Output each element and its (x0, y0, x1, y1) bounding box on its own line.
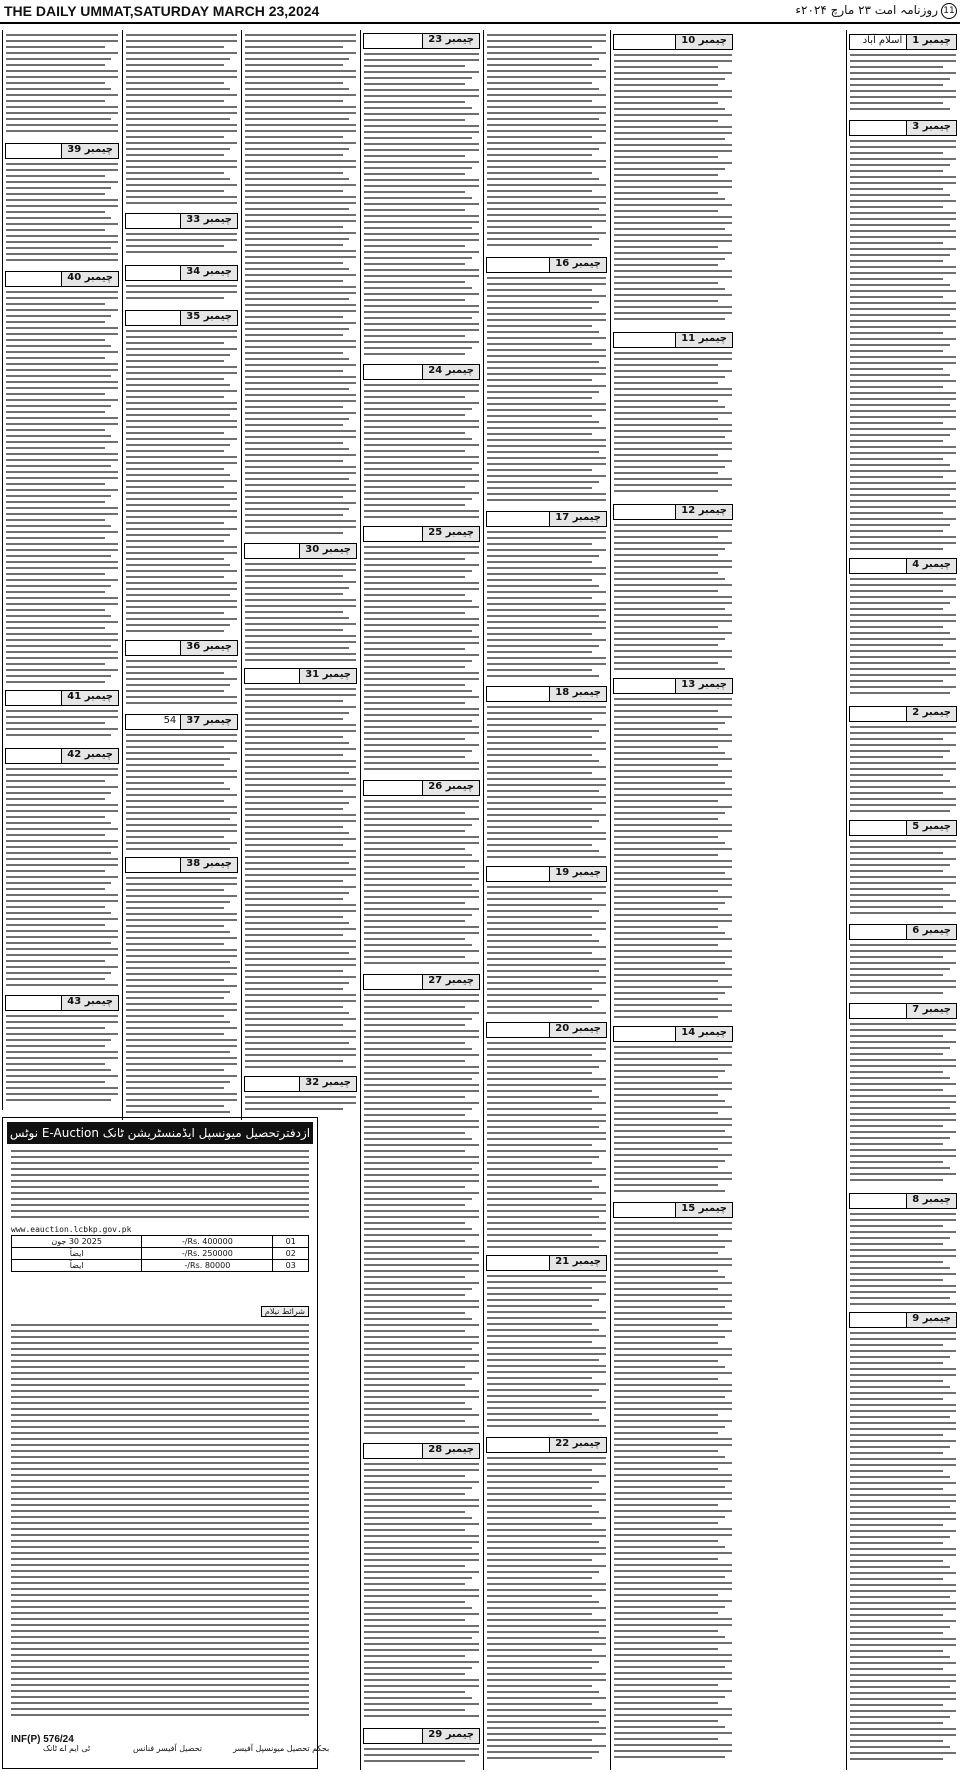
case-text-lines (487, 1457, 606, 1763)
chamber-location (172, 858, 180, 872)
chamber-heading (849, 558, 957, 574)
ad-terms-text (11, 1324, 309, 1720)
chamber-number: چیمبر 29 (422, 1729, 479, 1743)
ad-signature-2: تحصیل آفیسر فنانس (133, 1744, 202, 1753)
chamber-location (172, 214, 180, 228)
chamber-location (53, 996, 61, 1010)
chamber-location (541, 1023, 549, 1037)
chamber-location (541, 687, 549, 701)
chamber-location (414, 34, 422, 48)
case-text-lines (487, 1275, 606, 1431)
chamber-number: چیمبر 35 (180, 311, 237, 325)
case-text-lines (364, 1463, 479, 1721)
ad-table-cell-no: 03 (273, 1260, 309, 1272)
case-text-lines (364, 384, 479, 522)
chamber-number: چیمبر 5 (906, 821, 956, 835)
chamber-location (414, 365, 422, 379)
ad-title: ازدفترتحصیل میونسپل ایڈمنسٹریشن ٹانک E-Auction نوٹس (7, 1122, 313, 1144)
chamber-number: چیمبر 14 (675, 1027, 732, 1041)
case-text-lines (487, 886, 606, 1018)
chamber-location (667, 505, 675, 519)
chamber-location (898, 925, 906, 939)
chamber-heading (486, 511, 607, 527)
chamber-number: چیمبر 23 (422, 34, 479, 48)
case-text-lines (126, 734, 237, 854)
chamber-number: چیمبر 8 (906, 1194, 956, 1208)
case-text-lines (6, 34, 118, 136)
chamber-heading (363, 33, 480, 49)
ad-reference-number: INF(P) 576/24 (11, 1734, 74, 1745)
chamber-heading (849, 1003, 957, 1019)
case-text-lines (126, 34, 237, 208)
chamber-heading (613, 678, 733, 694)
case-text-lines (614, 54, 732, 324)
chamber-number: چیمبر 1 (906, 35, 956, 49)
case-text-lines (364, 994, 479, 1438)
listing-column-6 (122, 30, 240, 1120)
ad-table-cell-no: 01 (273, 1236, 309, 1248)
chamber-location (667, 333, 675, 347)
ad-table-row (12, 1236, 309, 1248)
case-text-lines (6, 163, 118, 265)
ad-table-cell-period: ایضاً (12, 1248, 142, 1260)
chamber-heading (363, 780, 480, 796)
case-text-lines (487, 706, 606, 862)
chamber-number: چیمبر 17 (549, 512, 606, 526)
chamber-location: اسلام آباد (862, 35, 903, 46)
chamber-location (172, 641, 180, 655)
case-text-lines (6, 291, 118, 687)
chamber-heading (244, 543, 357, 559)
chamber-number: چیمبر 4 (906, 559, 956, 573)
case-text-lines (364, 53, 479, 359)
chamber-location (53, 272, 61, 286)
chamber-location (414, 975, 422, 989)
chamber-number: چیمبر 40 (61, 272, 118, 286)
ad-table-cell-no: 02 (273, 1248, 309, 1260)
case-text-lines (6, 710, 118, 740)
chamber-number: چیمبر 20 (549, 1023, 606, 1037)
case-text-lines (614, 352, 732, 496)
ad-table-cell-period: 2025 30 جون (12, 1236, 142, 1248)
chamber-heading (5, 995, 119, 1011)
chamber-number: چیمبر 25 (422, 527, 479, 541)
chamber-heading (849, 1193, 957, 1209)
chamber-location (541, 1438, 549, 1452)
case-text-lines (6, 768, 118, 990)
chamber-location (291, 1077, 299, 1091)
ad-signature-3: ٹی ایم اے ٹانک (43, 1744, 91, 1753)
english-masthead-title: THE DAILY UMMAT,SATURDAY MARCH 23,2024 (4, 3, 320, 19)
case-text-lines (126, 285, 237, 303)
chamber-heading (5, 690, 119, 706)
ad-website: www.eauction.lcbkp.gov.pk (11, 1225, 132, 1234)
chamber-heading (486, 866, 607, 882)
case-text-lines (487, 277, 606, 505)
masthead (0, 0, 960, 24)
case-text-lines (614, 524, 732, 674)
chamber-number: چیمبر 42 (61, 749, 118, 763)
chamber-heading (849, 1312, 957, 1328)
case-text-lines (614, 1222, 732, 1762)
listing-column-1 (846, 30, 959, 1770)
chamber-heading (5, 748, 119, 764)
chamber-heading (244, 668, 357, 684)
chamber-heading (849, 706, 957, 722)
chamber-number: چیمبر 27 (422, 975, 479, 989)
case-text-lines (850, 1023, 956, 1185)
chamber-heading (363, 1728, 480, 1744)
listing-column-4 (360, 30, 482, 1770)
chamber-location (291, 669, 299, 683)
chamber-number: چیمبر 30 (299, 544, 356, 558)
chamber-heading (486, 1437, 607, 1453)
urdu-masthead-title: روزنامہ امت ۲۳ مارچ ۲۰۲۴ء (795, 3, 938, 17)
chamber-heading (486, 686, 607, 702)
chamber-number: چیمبر 41 (61, 691, 118, 705)
chamber-location (667, 1027, 675, 1041)
listing-column-7 (2, 30, 121, 1110)
chamber-heading (486, 257, 607, 273)
chamber-heading (363, 364, 480, 380)
ad-table-cell-amount: Rs. 80000/- (142, 1260, 273, 1272)
chamber-heading (486, 1255, 607, 1271)
case-text-lines (850, 578, 956, 698)
chamber-heading (613, 1202, 733, 1218)
case-text-lines (614, 1046, 732, 1196)
case-text-lines (126, 660, 237, 708)
case-text-lines (850, 1332, 956, 1764)
chamber-heading (486, 1022, 607, 1038)
chamber-location: 54 (163, 715, 177, 726)
chamber-heading (125, 265, 238, 281)
chamber-number: چیمبر 32 (299, 1077, 356, 1091)
chamber-heading (125, 640, 238, 656)
case-text-lines (245, 1096, 356, 1114)
chamber-number: چیمبر 18 (549, 687, 606, 701)
chamber-heading (613, 34, 733, 50)
ad-body-text (11, 1150, 309, 1222)
chamber-number: چیمبر 38 (180, 858, 237, 872)
chamber-location (53, 749, 61, 763)
chamber-number: چیمبر 19 (549, 867, 606, 881)
chamber-location (541, 512, 549, 526)
listing-column-5 (241, 30, 359, 1120)
ad-table-row (12, 1248, 309, 1260)
chamber-heading (125, 213, 238, 229)
case-text-lines (850, 140, 956, 554)
chamber-heading (363, 526, 480, 542)
chamber-location (898, 707, 906, 721)
chamber-heading (613, 1026, 733, 1042)
ad-signature-1: بحکم تحصیل میونسپل آفیسر (233, 1744, 330, 1753)
chamber-location (541, 867, 549, 881)
page-number: 11 (941, 3, 957, 19)
chamber-heading (363, 974, 480, 990)
ad-table-cell-amount: Rs. 400000/- (142, 1236, 273, 1248)
case-text-lines (364, 546, 479, 774)
chamber-location (898, 559, 906, 573)
chamber-location (541, 258, 549, 272)
chamber-location (898, 1004, 906, 1018)
chamber-number: چیمبر 16 (549, 258, 606, 272)
chamber-location (414, 527, 422, 541)
case-text-lines (850, 1213, 956, 1309)
case-text-lines (126, 330, 237, 636)
case-text-lines (850, 944, 956, 998)
chamber-number: چیمبر 26 (422, 781, 479, 795)
chamber-location (172, 311, 180, 325)
chamber-number: چیمبر 24 (422, 365, 479, 379)
case-text-lines (614, 698, 732, 1022)
chamber-number: چیمبر 34 (180, 266, 237, 280)
case-text-lines (487, 531, 606, 681)
chamber-location (53, 144, 61, 158)
chamber-heading (613, 332, 733, 348)
case-text-lines (364, 1748, 479, 1766)
case-text-lines (126, 877, 237, 1117)
chamber-location (291, 544, 299, 558)
chamber-location (414, 1729, 422, 1743)
chamber-number: چیمبر 43 (61, 996, 118, 1010)
listing-column-3 (483, 30, 609, 1770)
chamber-number: چیمبر 9 (906, 1313, 956, 1327)
ad-terms-heading: شرائط نیلام (261, 1306, 309, 1317)
chamber-location (898, 1313, 906, 1327)
chamber-number: چیمبر 21 (549, 1256, 606, 1270)
ad-table-cell-amount: Rs. 250000/- (142, 1248, 273, 1260)
chamber-heading (849, 120, 957, 136)
chamber-heading (125, 310, 238, 326)
case-text-lines (245, 34, 356, 538)
chamber-number: چیمبر 10 (675, 35, 732, 49)
chamber-heading (5, 271, 119, 287)
chamber-location (898, 821, 906, 835)
case-text-lines (364, 800, 479, 968)
chamber-location (172, 266, 180, 280)
chamber-number: چیمبر 6 (906, 925, 956, 939)
chamber-number: چیمبر 7 (906, 1004, 956, 1018)
chamber-location (667, 35, 675, 49)
chamber-location (414, 1444, 422, 1458)
case-text-lines (6, 1015, 118, 1105)
case-text-lines (487, 1042, 606, 1252)
chamber-location (414, 781, 422, 795)
chamber-number: چیمبر 33 (180, 214, 237, 228)
chamber-heading (5, 143, 119, 159)
chamber-heading (849, 34, 957, 50)
chamber-location (53, 691, 61, 705)
chamber-number: چیمبر 12 (675, 505, 732, 519)
chamber-heading (613, 504, 733, 520)
e-auction-advertisement (2, 1117, 330, 1769)
chamber-heading (125, 857, 238, 873)
ad-table-cell-period: ایضاً (12, 1260, 142, 1272)
chamber-number: چیمبر 11 (675, 333, 732, 347)
chamber-heading (363, 1443, 480, 1459)
chamber-location (898, 1194, 906, 1208)
chamber-heading (244, 1076, 357, 1092)
chamber-number: چیمبر 13 (675, 679, 732, 693)
chamber-number: چیمبر 28 (422, 1444, 479, 1458)
chamber-heading (849, 924, 957, 940)
case-text-lines (126, 233, 237, 257)
chamber-number: چیمبر 31 (299, 669, 356, 683)
chamber-location (667, 1203, 675, 1217)
listing-column-2 (610, 30, 735, 1770)
chamber-number: چیمبر 22 (549, 1438, 606, 1452)
ad-table-row (12, 1260, 309, 1272)
ad-auction-table (11, 1235, 309, 1272)
chamber-number: چیمبر 3 (906, 121, 956, 135)
case-text-lines (245, 563, 356, 665)
chamber-number: چیمبر 37 (180, 715, 237, 729)
case-text-lines (850, 726, 956, 816)
case-text-lines (850, 54, 956, 114)
case-text-lines (245, 688, 356, 1072)
chamber-number: چیمبر 36 (180, 641, 237, 655)
chamber-location (667, 679, 675, 693)
chamber-number: چیمبر 2 (906, 707, 956, 721)
chamber-heading (849, 820, 957, 836)
chamber-location (898, 121, 906, 135)
chamber-number: چیمبر 39 (61, 144, 118, 158)
chamber-heading (125, 714, 238, 730)
chamber-location (541, 1256, 549, 1270)
case-text-lines (487, 34, 606, 250)
case-text-lines (850, 840, 956, 918)
chamber-number: چیمبر 15 (675, 1203, 732, 1217)
